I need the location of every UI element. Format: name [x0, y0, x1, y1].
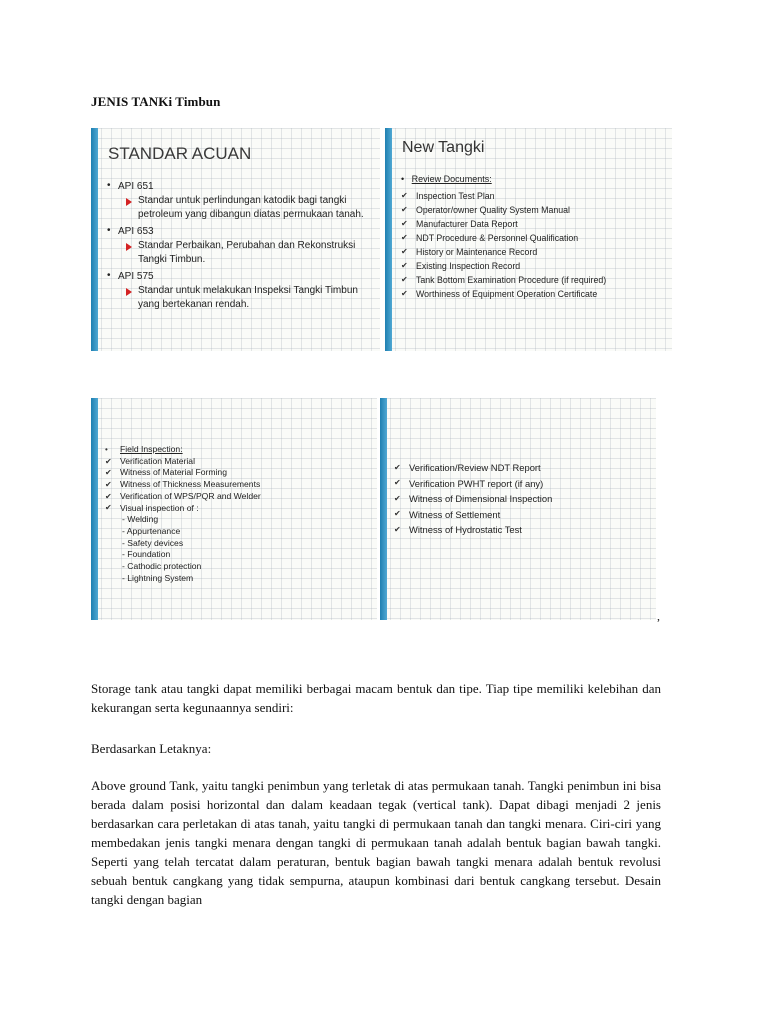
- check-icon: ✔: [401, 233, 408, 242]
- check-icon: ✔: [105, 456, 112, 466]
- review-documents-header: [401, 174, 492, 184]
- review-documents-label: Review Documents:: [411, 174, 492, 184]
- red-arrow-icon: [126, 243, 132, 251]
- api-description: Standar untuk perlindungan katodik bagi tangki petroleum yang dibangun diatas permukaan tanah.: [138, 195, 364, 220]
- list-item-label: Inspection Test Plan: [416, 191, 495, 201]
- red-arrow-icon: [126, 288, 132, 296]
- check-icon: ✔: [394, 493, 401, 503]
- verification-list: [394, 460, 552, 538]
- paragraph: Berdasarkan Letaknya:: [91, 741, 212, 756]
- slide-title: New Tangki: [402, 139, 485, 156]
- list-item-label: Worthiness of Equipment Operation Certificate: [416, 289, 598, 299]
- api-description-row: [106, 239, 374, 267]
- list-item: [401, 217, 606, 231]
- field-inspection-list: [105, 444, 261, 584]
- list-item: [401, 245, 606, 259]
- check-icon: ✔: [401, 219, 408, 228]
- list-item-label: Verification/Review NDT Report: [409, 462, 541, 473]
- list-item: [394, 507, 552, 523]
- list-item-label: Witness of Material Forming: [120, 467, 227, 478]
- slide-field-inspection: [91, 398, 377, 620]
- check-icon: ✔: [401, 205, 408, 214]
- check-icon: ✔: [394, 478, 401, 488]
- list-item: [394, 460, 552, 476]
- api-item: [106, 225, 374, 267]
- visual-item: - Foundation: [122, 549, 171, 560]
- list-item: [105, 456, 261, 468]
- visual-item: - Lightning System: [122, 572, 194, 583]
- list-item-label: Verification of WPS/PQR and Welder: [120, 490, 261, 501]
- list-item: [105, 479, 261, 491]
- check-icon: ✔: [394, 462, 401, 472]
- check-icon: ✔: [401, 261, 408, 270]
- list-item-label: Verification Material: [120, 455, 195, 466]
- api-code: • API 575: [106, 270, 374, 284]
- list-item: [105, 467, 261, 479]
- list-item-label: Manufacturer Data Report: [416, 219, 518, 229]
- slide-standar-acuan: [91, 128, 380, 351]
- list-item: [105, 503, 261, 515]
- list-item: [105, 491, 261, 503]
- api-item: [106, 180, 374, 222]
- api-code: • API 651: [106, 180, 374, 194]
- check-icon: ✔: [401, 275, 408, 284]
- check-icon: ✔: [401, 191, 408, 200]
- api-code: • API 653: [106, 225, 374, 239]
- api-description: Standar untuk melakukan Inspeksi Tangki Timbun yang bertekanan rendah.: [138, 285, 358, 310]
- list-item: [401, 259, 606, 273]
- list-item: [394, 491, 552, 507]
- field-inspection-label: Field Inspection:: [120, 444, 183, 454]
- visual-item: - Appurtenance: [122, 525, 181, 536]
- list-item-label: History or Maintenance Record: [416, 247, 538, 257]
- list-item-label: NDT Procedure & Personnel Qualification: [416, 233, 579, 243]
- list-item: [401, 273, 606, 287]
- visual-item: - Welding: [122, 514, 159, 525]
- list-item: [401, 231, 606, 245]
- api-item: [106, 270, 374, 312]
- check-icon: ✔: [105, 491, 112, 501]
- check-icon: ✔: [401, 247, 408, 256]
- list-item: [401, 287, 606, 301]
- paragraph: Storage tank atau tangki dapat memiliki berbagai macam bentuk dan tipe. Tiap tipe memiliki kelebihan dan kekurangan serta kegunaannya sendiri:: [91, 681, 661, 715]
- bullet: •: [401, 174, 405, 184]
- slide-verification: [380, 398, 656, 620]
- visual-item: - Safety devices: [122, 537, 184, 548]
- list-item-label: Existing Inspection Record: [416, 261, 521, 271]
- api-description-row: [106, 194, 374, 222]
- list-item: [401, 189, 606, 203]
- check-icon: ✔: [105, 468, 112, 478]
- paragraph: Above ground Tank, yaitu tangki penimbun yang terletak di atas permukaan tanah. Tangki penimbun ini bisa berada dalam posisi horizontal dan dalam keadaan tegak (vertical tank). Dapat dibagi menjadi 2 jenis berdasarkan cara perletakan di atas tanah, yaitu tangki di permukaan tanah dan tangki menara. Ciri-ciri yang membedakan jenis tangki menara dengan tangki di permukaan tanah adalah bentuk bagian bawah tangki. Seperti yang telah tercatat dalam peraturan, bentuk bagian bawah tangki menara adalah bentuk revolusi sebuah bentuk cangkang yang tidak sempurna, ataupun kombinasi dari bentuk cangkang tersebut. Desain tangki dengan bagian: [91, 778, 661, 907]
- api-standard-list: [106, 180, 374, 315]
- check-icon: ✔: [105, 503, 112, 513]
- list-item-label: Verification PWHT report (if any): [409, 477, 544, 489]
- api-description-row: [106, 284, 374, 312]
- list-item: [394, 476, 552, 492]
- api-description: Standar Perbaikan, Perubahan dan Rekonstruksi Tangki Timbun.: [138, 240, 356, 265]
- slide-title: STANDAR ACUAN: [108, 144, 252, 163]
- bullet: •: [105, 444, 108, 454]
- check-icon: ✔: [401, 289, 408, 298]
- list-item-label: Witness of Settlement: [409, 508, 501, 520]
- list-item-label: Visual inspection of :: [120, 502, 199, 513]
- review-documents-list: [401, 189, 606, 301]
- field-inspection-header: [105, 444, 261, 456]
- list-item-label: Operator/owner Quality System Manual: [416, 205, 571, 215]
- list-item-label: Tank Bottom Examination Procedure (if required): [416, 275, 607, 285]
- list-item-label: Witness of Thickness Measurements: [120, 479, 261, 490]
- list-item-label: Witness of Dimensional Inspection: [409, 493, 553, 504]
- check-icon: ✔: [394, 524, 401, 534]
- document-title: JENIS TANKi Timbun: [91, 94, 221, 109]
- visual-item: - Cathodic protection: [122, 561, 202, 572]
- check-icon: ✔: [105, 479, 112, 489]
- list-item: [394, 522, 552, 538]
- slide-new-tangki: [385, 128, 672, 351]
- list-item: [401, 203, 606, 217]
- list-item-label: Witness of Hydrostatic Test: [409, 524, 522, 535]
- check-icon: ✔: [394, 509, 401, 519]
- stray-comma: ,: [657, 609, 660, 623]
- red-arrow-icon: [126, 198, 132, 206]
